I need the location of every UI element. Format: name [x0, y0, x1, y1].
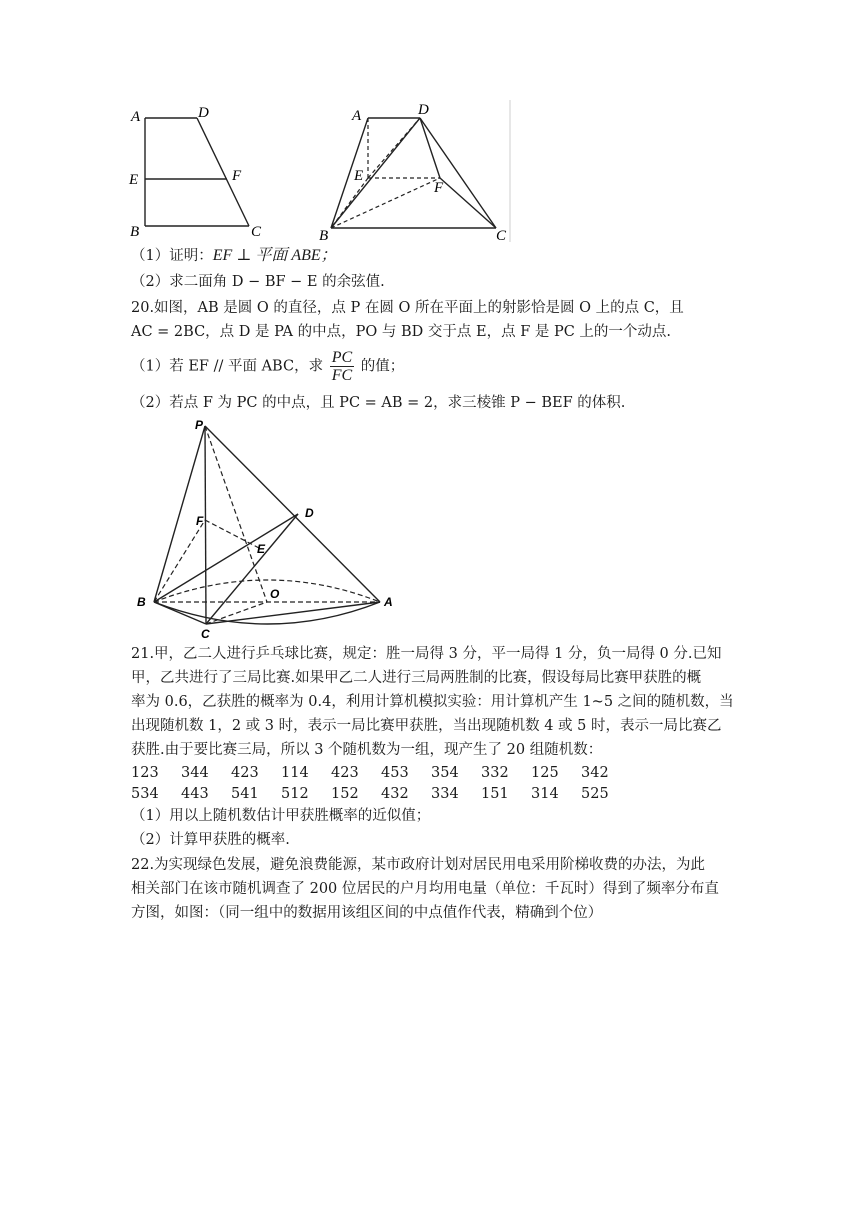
- label-C: C: [251, 224, 262, 240]
- q21-line4: 出现随机数 1，2 或 3 时，表示一局比赛甲获胜，当出现随机数 4 或 5 时，表示一局比赛乙: [131, 718, 722, 734]
- random-numbers-row-2: [131, 784, 631, 804]
- label-A: A: [131, 109, 141, 125]
- fraction-pc-fc: $\frac{PC}{FC}$: [331, 349, 353, 384]
- q22-line1: 22.为实现绿色发展，避免浪费能源，某市政府计划对居民用电采用阶梯收费的办法，为此: [131, 857, 706, 873]
- q20-part2: （2）若点 F 为 PC 的中点，且 PC = AB = 2，求三棱锥 P − BEF 的体积.: [131, 395, 626, 411]
- random-number: 423: [331, 765, 359, 781]
- random-number: 342: [581, 765, 609, 781]
- random-number: 152: [331, 786, 359, 802]
- random-number: 125: [531, 765, 559, 781]
- q21-line1: 21.甲，乙二人进行乒乓球比赛，规定：胜一局得 3 分，平一局得 1 分，负一局得 0 分.已知: [131, 646, 722, 662]
- random-number: 443: [181, 786, 209, 802]
- q20-part1: （1）若 EF // 平面 ABC，求 $\frac{PC}{FC}$ 的值；: [131, 349, 405, 384]
- label-D: D: [305, 506, 314, 520]
- q20-line1: 20.如图，AB 是圆 O 的直径，点 P 在圆 O 所在平面上的射影恰是圆 O 上的点 C，且: [131, 300, 684, 316]
- trapezoid-figure: [125, 100, 275, 240]
- random-numbers-row-1: [131, 763, 631, 783]
- random-number: 512: [281, 786, 309, 802]
- q21-line3: 率为 0.6，乙获胜的概率为 0.4，利用计算机模拟实验：用计算机产生 1~5 之间的随机数，当: [131, 694, 734, 710]
- label-D: D: [198, 105, 209, 121]
- label-D: D: [418, 102, 429, 118]
- random-number: 453: [381, 765, 409, 781]
- label-A: A: [384, 595, 393, 609]
- q21-part2: （2）计算甲获胜的概率.: [131, 832, 290, 848]
- random-number: 354: [431, 765, 459, 781]
- random-number: 334: [431, 786, 459, 802]
- random-number: 534: [131, 786, 159, 802]
- random-number: 314: [531, 786, 559, 802]
- label-B: B: [137, 595, 146, 609]
- label-B: B: [319, 228, 329, 244]
- label-F: F: [196, 514, 204, 528]
- random-number: 541: [231, 786, 259, 802]
- random-number: 344: [181, 765, 209, 781]
- pyramid-circle-figure: [130, 414, 410, 644]
- q22-line3: 方图，如图：（同一组中的数据用该组区间的中点值作代表，精确到个位）: [131, 905, 603, 921]
- q20-line2: AC = 2BC，点 D 是 PA 的中点，PO 与 BD 交于点 E，点 F 是 PC 上的一个动点.: [131, 324, 672, 340]
- q19-part2: （2）求二面角 D − BF − E 的余弦值.: [131, 274, 385, 290]
- label-B: B: [130, 224, 140, 240]
- q22-line2: 相关部门在该市随机调查了 200 位居民的户月均用电量（单位：千瓦时）得到了频率分布直: [131, 881, 719, 897]
- folded-solid-figure: [310, 98, 520, 244]
- label-P: P: [195, 418, 204, 432]
- label-A: A: [352, 108, 362, 124]
- q19-part1: （1）证明：EF ⊥ 平面 ABE；: [131, 247, 337, 264]
- random-number: 423: [231, 765, 259, 781]
- label-C: C: [496, 228, 507, 244]
- label-E: E: [129, 172, 139, 188]
- label-C: C: [201, 627, 210, 641]
- random-number: 123: [131, 765, 159, 781]
- label-E: E: [354, 168, 364, 184]
- random-number: 114: [281, 765, 309, 781]
- random-number: 151: [481, 786, 509, 802]
- random-number: 332: [481, 765, 509, 781]
- label-F: F: [434, 180, 444, 196]
- q21-part1: （1）用以上随机数估计甲获胜概率的近似值；: [131, 808, 431, 824]
- random-number: 432: [381, 786, 409, 802]
- label-E: E: [257, 542, 266, 556]
- random-number: 525: [581, 786, 609, 802]
- q21-line2: 甲，乙共进行了三局比赛.如果甲乙二人进行三局两胜制的比赛，假设每局比赛甲获胜的概: [131, 670, 702, 686]
- q21-line5: 获胜.由于要比赛三局，所以 3 个随机数为一组，现产生了 20 组随机数：: [131, 742, 603, 758]
- label-O: O: [270, 587, 280, 601]
- label-F: F: [232, 168, 242, 184]
